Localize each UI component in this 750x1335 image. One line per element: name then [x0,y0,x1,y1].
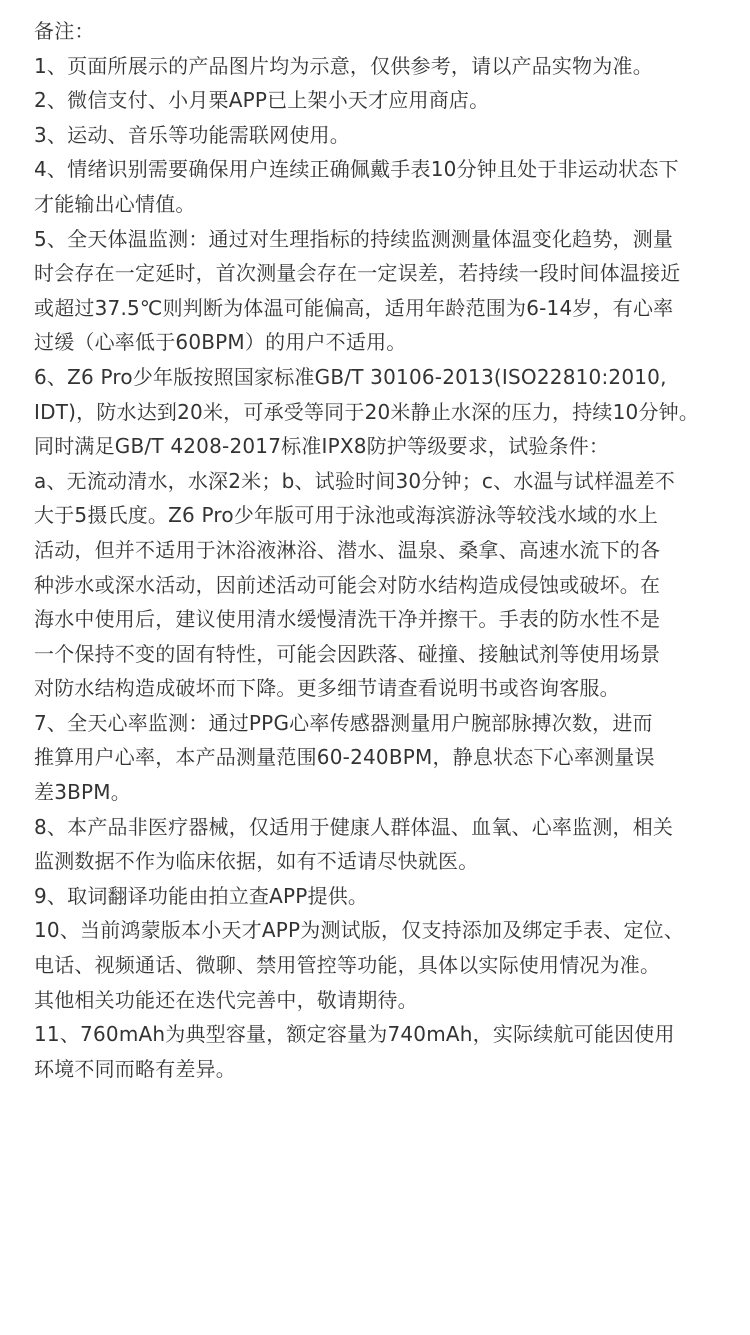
note-11: 11、760mAh为典型容量，额定容量为740mAh，实际续航可能因使用 环境不同而略有差异。 [34,1022,675,1081]
note-8: 8、本产品非医疗器械，仅适用于健康人群体温、血氧、心率监测，相关 监测数据不作为临床依据，如有不适请尽快就医。 [34,814,674,874]
notes-title: 备注： [34,19,95,43]
note-10: 10、当前鸿蒙版本小天才APP为测试版，仅支持添加及绑定手表、定位、 电话、视频通话、微聊、禁用管控等功能，具体以实际使用情况为准。 其他相关功能还在迭代完善中，敬请期待。 [34,918,685,1012]
note-7: 7、全天心率监测：通过PPG心率传感器测量用户腕部脉搏次数，进而 推算用户心率，本产品测量范围60-240BPM，静息状态下心率测量误 差3BPM。 [34,710,655,805]
note-1: 1、页面所展示的产品图片均为示意，仅供参考，请以产品实物为准。 [34,53,653,78]
note-5: 5、全天体温监测：通过对生理指标的持续监测测量体温变化趋势，测量 时会存在一定延时，首次测量会存在一定误差，若持续一段时间体温接近 或超过37.5℃则判断为体温可能偏高，适用年龄范围为6-14岁，有心率 过缓（心率低于60BPM）的用户不适用。 [34,226,681,355]
note-3: 3、运动、音乐等功能需联网使用。 [34,122,350,147]
note-6: 6、Z6 Pro少年版按照国家标准GB/T 30106-2013(ISO22810:2010, IDT)，防水达到20米，可承受等同于20米静止水深的压力，持续10分钟。 同时满足GB/T 4208-2017标准IPX8防护等级要求，试验条件： a、无流动清水，水深2米；b、试验时间30分钟；c、水温与试样温差不 大于5摄氏度。Z6 Pro少年版可用于泳池或海滨游泳等较浅水域的水上 活动，但并不适用于沐浴液淋浴、潜水、温泉、桑拿、高速水流下的各 种涉水或深水活动，因前述活动可能会对防水结构造成侵蚀或破坏。在 海水中使用后，建议使用清水缓慢清洗干净并擦干。手表的防水性不是 一个保持不变的固有特性，可能会因跌落、碰撞、接触试剂等使用场景 对防水结构造成破坏而下降。更多细节请查看说明书或咨询客服。 [34,364,700,701]
note-4: 4、情绪识别需要确保用户连续正确佩戴手表10分钟且处于非运动状态下 才能输出心情值。 [34,157,679,216]
note-2: 2、微信支付、小月栗APP已上架小天才应用商店。 [34,88,490,113]
note-9: 9、取词翻译功能由拍立查APP提供。 [34,883,369,908]
